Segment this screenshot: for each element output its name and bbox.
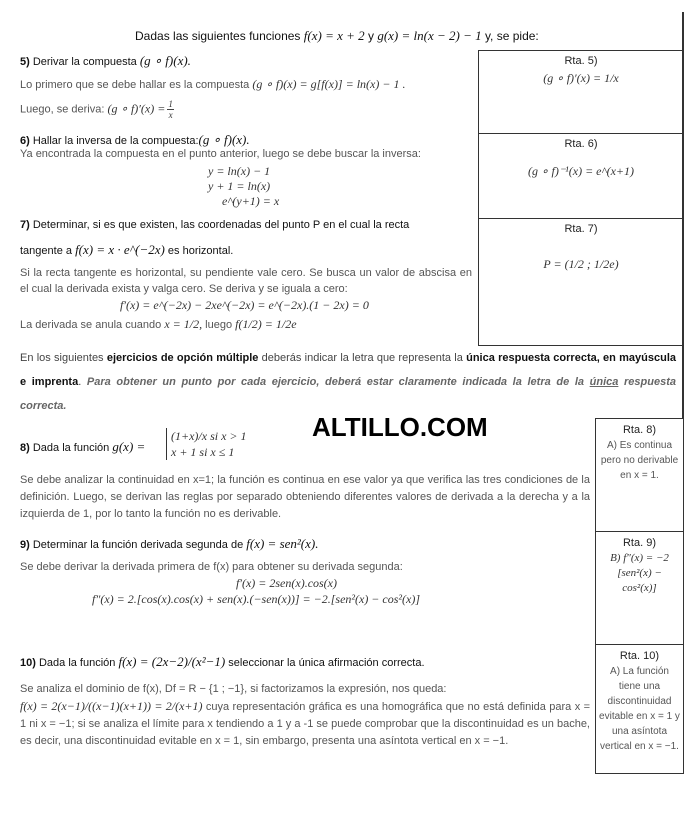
text-fragment: Determinar la función derivada segunda de [29, 539, 247, 551]
answer-box-2 [595, 418, 684, 774]
answer-label: Rta. 5) [564, 55, 598, 67]
header-text-end: y, se pide: [481, 29, 539, 43]
text-fragment: Derivar la compuesta [29, 56, 140, 68]
q9-eq1: f′(x) = 2sen(x).cos(x) [236, 576, 338, 590]
altillo-watermark: ALTILLO.COM [312, 412, 488, 442]
q7-paragraph: Si la recta tangente es horizontal, su pendiente vale cero. Se busca un valor de abscisa en el cual la derivada exista y valga cero. Se deriva y se iguala a cero: [20, 267, 472, 295]
text-fragment: (g ∘ f)(x) = g[f(x)] = ln(x) − 1 . [252, 77, 406, 91]
text-fragment: Para obtener un punto por cada ejercicio, deberá estar claramente indicada la letra de la [86, 376, 590, 388]
q5-line1 [20, 77, 405, 92]
answer-9 [596, 531, 683, 644]
text-fragment: 10) [20, 657, 36, 669]
q7-eq: f′(x) = e^(−2x) − 2xe^(−2x) = e^(−2x).(1 − 2x) = 0 [120, 298, 369, 312]
text-fragment: Dada la función [35, 657, 119, 669]
text-fragment [167, 99, 174, 120]
answer-8 [596, 419, 683, 531]
answer-label: Rta. 7) [564, 223, 598, 235]
text-fragment: es horizontal. [164, 245, 234, 257]
q5-line2 [20, 99, 176, 120]
q7-line [20, 317, 297, 332]
text-fragment: 6) [20, 135, 30, 147]
text-fragment: f(x) = sen²(x). [246, 536, 319, 551]
text-fragment [20, 376, 676, 412]
answer-value: A) La función tiene una discontinuidad evitable en x = 1 y una asíntota vertical en x = −1. [599, 666, 680, 752]
text-fragment: (g ∘ f)(x). [139, 53, 191, 68]
answer-value: (g ∘ f)⁻¹(x) = e^(x+1) [528, 164, 634, 178]
text-fragment: Lo primero que se debe hallar es la compuesta [20, 79, 253, 91]
text-fragment: f(x) = x · e^(−2x) [75, 242, 165, 257]
q8-cases [166, 428, 247, 460]
text-fragment: 1 [168, 99, 173, 109]
q6-eq3: e^(y+1) = x [222, 194, 280, 208]
answer-label: Rta. 10) [619, 650, 660, 662]
text-fragment: respuesta correcta. [20, 376, 676, 412]
answer-value: A) Es continua pero no derivable en x = 1. [600, 440, 679, 481]
text-fragment: ejercicios de opción múltiple [106, 352, 259, 364]
text-fragment: En los siguientes [20, 352, 107, 364]
text-fragment: 8) [20, 442, 30, 454]
answer-value: (g ∘ f)′(x) = 1/x [543, 71, 619, 85]
text-fragment: f(x) = 2(x−1)/((x−1)(x+1)) = 2/(x+1) [20, 699, 203, 713]
answer-label: Rta. 9) [622, 537, 656, 549]
answer-10 [596, 644, 683, 773]
q6-line1: Ya encontrada la compuesta en el punto anterior, luego se debe buscar la inversa: [20, 148, 421, 160]
q10-title [20, 654, 425, 670]
answer-7 [479, 218, 683, 346]
q9-line1: Se debe derivar la derivada primera de f(x) para obtener su derivada segunda: [20, 561, 403, 573]
answer-box-1 [478, 50, 684, 346]
text-fragment: única [589, 376, 619, 388]
answer-value: B) f″(x) = −2 [sen²(x) − cos²(x)] [610, 552, 669, 594]
text-fragment: Determinar, si es que existen, las coordenadas del punto P en el cual la recta [29, 219, 410, 231]
answer-6 [479, 133, 683, 219]
q7-title [20, 219, 409, 231]
text-fragment: (g ∘ f)(x). [198, 132, 250, 147]
text-fragment: . [78, 376, 87, 388]
answer-label: Rta. 6) [564, 138, 598, 150]
text-fragment: g(x) = [112, 439, 146, 454]
answer-value: P = (1/2 ; 1/2e) [543, 257, 619, 271]
header-y: y [364, 29, 378, 43]
q5-title [20, 53, 191, 69]
text-fragment: luego [202, 319, 236, 331]
text-fragment: (g ∘ f)′(x) = [107, 101, 166, 116]
q6-eq2: y + 1 = ln(x) [208, 179, 271, 193]
q10-line1: Se analiza el dominio de f(x), Df = R − {1 ; −1}, si factorizamos la expresión, nos queda: [20, 683, 447, 695]
text-fragment: cuya representación gráfica es una homográfica que no está definida para x = 1 ni x = −1; si se analiza el límite para x tendiendo a 1 y a -1 se puede comprobar que la discontinuidad es un bache, es decir, una discontinuidad evitable en x = 1, sin embargo, presenta una asíntota vertical en x = −1. [20, 701, 591, 747]
text-fragment: Dada la función [29, 442, 113, 454]
q6-title [20, 132, 250, 148]
header-text: Dadas las siguientes funciones [135, 29, 304, 43]
q8-title [20, 439, 145, 455]
q9-eq2: f″(x) = 2.[cos(x).cos(x) + sen(x).(−sen(x))] = −2.[sen²(x) − cos²(x)] [92, 592, 420, 606]
text-fragment: x = 1/2, [164, 317, 203, 331]
text-fragment: 5) [20, 56, 30, 68]
q8-paragraph: Se debe analizar la continuidad en x=1; la función es continua en ese valor ya que verifica las tres condiciones de la definición. Luego, se derivan las reglas por separado obteniendo diferentes valores de derivada a la derecha y a la izquierda de 1, por lo tanto la función no es derivable. [20, 474, 590, 520]
text-fragment: seleccionar la única afirmación correcta. [225, 657, 425, 669]
text-fragment: f(x) = (2x−2)/(x²−1) [118, 654, 226, 669]
text-fragment: 7) [20, 219, 30, 231]
q7-title2 [20, 242, 233, 258]
text-fragment: única respuesta correcta, en mayúscula e imprenta [20, 352, 676, 388]
answer-label: Rta. 8) [622, 424, 656, 436]
text-fragment: Luego, se deriva: [20, 103, 108, 116]
answer-5 [479, 51, 683, 133]
text-fragment: x [168, 110, 173, 120]
text-fragment: Hallar la inversa de la compuesta: [29, 135, 199, 147]
text-fragment: tangente a [20, 245, 76, 257]
text-fragment: La derivada se anula cuando [20, 319, 165, 331]
q6-eq1: y = ln(x) − 1 [208, 164, 271, 178]
header-g: g(x) = ln(x − 2) − 1 [377, 28, 482, 43]
header-line [135, 28, 539, 44]
q10-paragraph [20, 698, 590, 750]
text-fragment: deberás indicar la letra que representa la [258, 352, 467, 364]
text-fragment: f(1/2) = 1/2e [235, 317, 297, 331]
header-f: f(x) = x + 2 [303, 28, 365, 43]
instructions [20, 346, 676, 418]
text-fragment: (1+x)/x si x > 1 [171, 429, 247, 443]
text-fragment: x + 1 si x ≤ 1 [171, 445, 235, 459]
text-fragment: 9) [20, 539, 30, 551]
q9-title [20, 536, 318, 552]
